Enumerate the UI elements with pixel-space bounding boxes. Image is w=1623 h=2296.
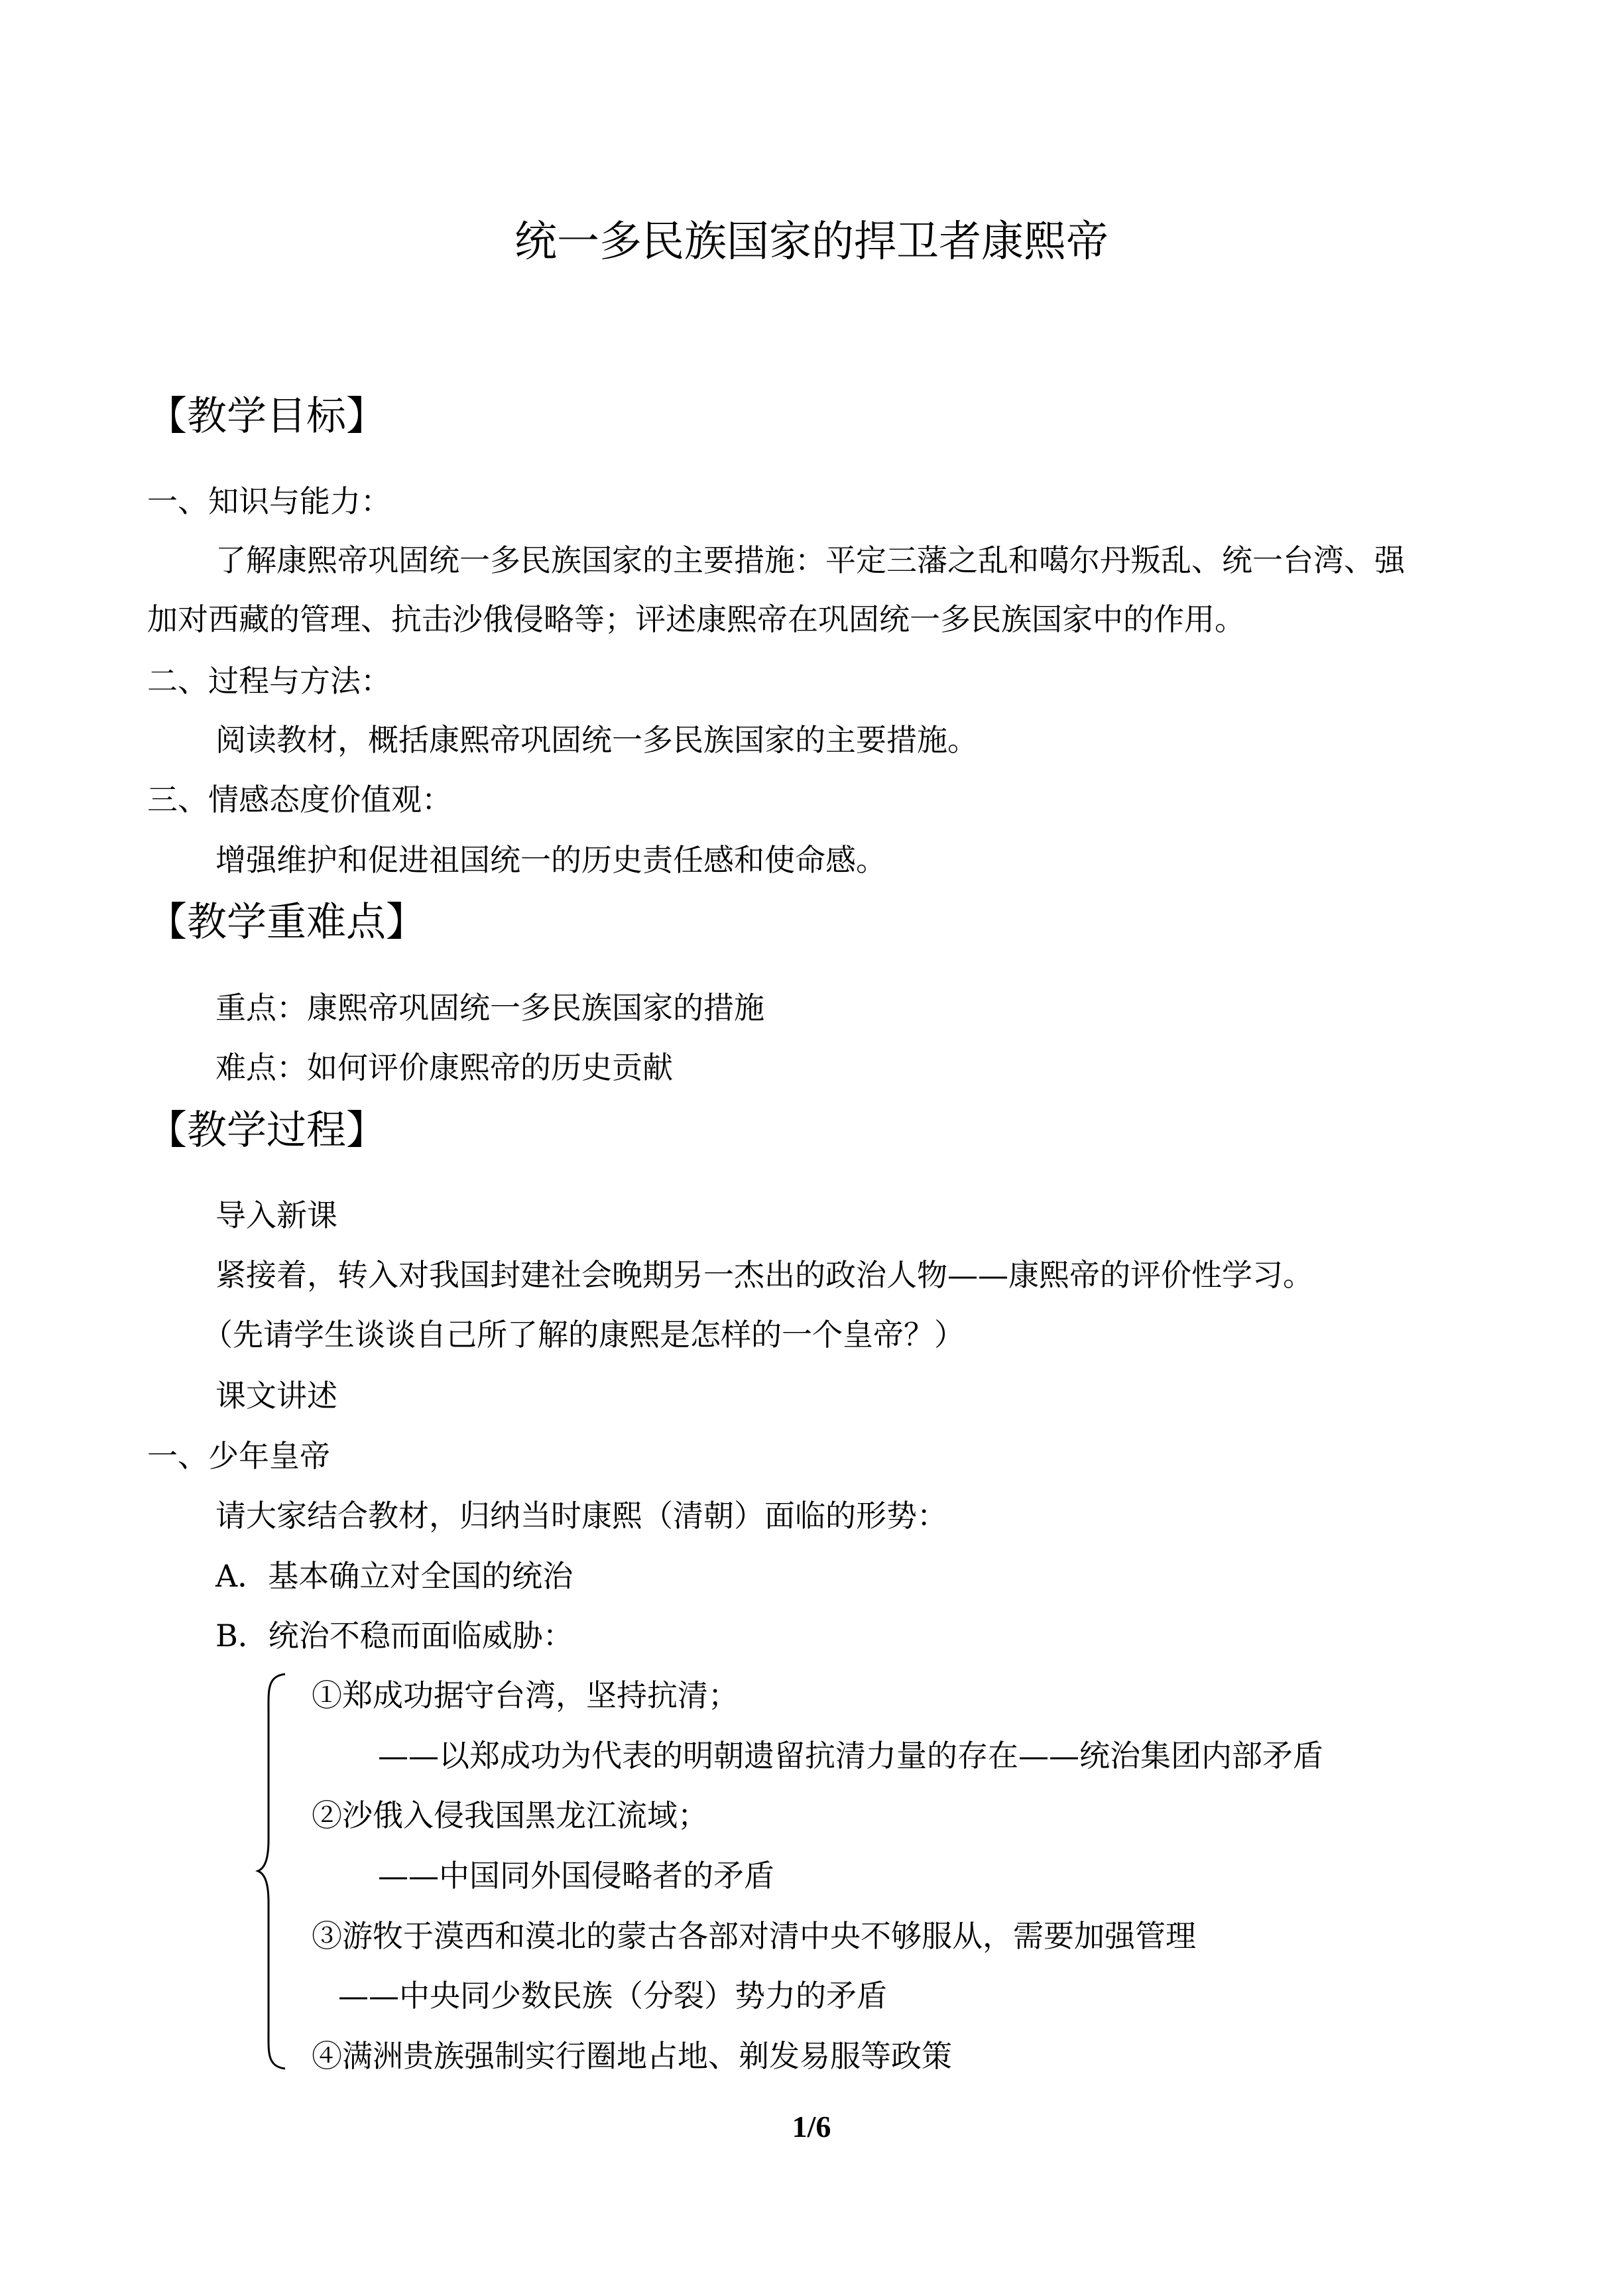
threat-3-note: ——中央同少数民族（分裂）势力的矛盾: [338, 1978, 887, 2014]
threat-2: ②沙俄入侵我国黑龙江流域；: [312, 1797, 708, 1833]
lecture-label: 课文讲述: [215, 1378, 337, 1414]
emotion-label: 三、情感态度价值观：: [147, 782, 452, 817]
point-a: A．基本确立对全国的统治: [215, 1558, 573, 1594]
threat-2-note: ——中国同外国侵略者的矛盾: [378, 1858, 774, 1894]
objectives-heading: 【教学目标】: [147, 393, 386, 440]
intro-text: 紧接着，转入对我国封建社会晚期另一杰出的政治人物——康熙帝的评价性学习。: [215, 1257, 1313, 1293]
teaching-process-heading: 【教学过程】: [147, 1107, 386, 1154]
situation-prompt: 请大家结合教材，归纳当时康熙（清朝）面临的形势：: [215, 1498, 947, 1534]
emotion-text: 增强维护和促进祖国统一的历史责任感和使命感。: [215, 842, 886, 878]
knowledge-label: 一、知识与能力：: [147, 483, 391, 519]
point-b: B．统治不稳而面临威胁：: [215, 1618, 573, 1654]
knowledge-text-line-1: 了解康熙帝巩固统一多民族国家的主要措施：平定三藩之乱和噶尔丹叛乱、统一台湾、强: [215, 542, 1405, 578]
threat-1-note: ——以郑成功为代表的明朝遗留抗清力量的存在——统治集团内部矛盾: [378, 1738, 1323, 1774]
threat-1: ①郑成功据守台湾，坚持抗清；: [312, 1677, 739, 1713]
difficulty-text: 难点：如何评价康熙帝的历史贡献: [215, 1050, 673, 1085]
intro-label: 导入新课: [215, 1197, 337, 1233]
threat-3: ③游牧于漠西和漠北的蒙古各部对清中央不够服从，需要加强管理: [312, 1918, 1196, 1954]
threat-4: ④满洲贵族强制实行圈地占地、剃发易服等政策: [312, 2038, 952, 2074]
knowledge-text-line-2: 加对西藏的管理、抗击沙俄侵略等；评述康熙帝在巩固统一多民族国家中的作用。: [147, 601, 1245, 637]
curly-brace: [255, 1671, 288, 2072]
intro-question: （先请学生谈谈自己所了解的康熙是怎样的一个皇帝？）: [202, 1317, 965, 1353]
page-number: 1/6: [792, 2110, 831, 2144]
focus-text: 重点：康熙帝巩固统一多民族国家的措施: [215, 990, 764, 1026]
key-points-heading: 【教学重难点】: [147, 899, 426, 945]
section-1-heading: 一、少年皇帝: [147, 1438, 330, 1474]
document-title: 统一多民族国家的捍卫者康熙帝: [514, 217, 1109, 267]
process-method-label: 二、过程与方法：: [147, 663, 391, 699]
process-method-text: 阅读教材，概括康熙帝巩固统一多民族国家的主要措施。: [215, 722, 978, 758]
